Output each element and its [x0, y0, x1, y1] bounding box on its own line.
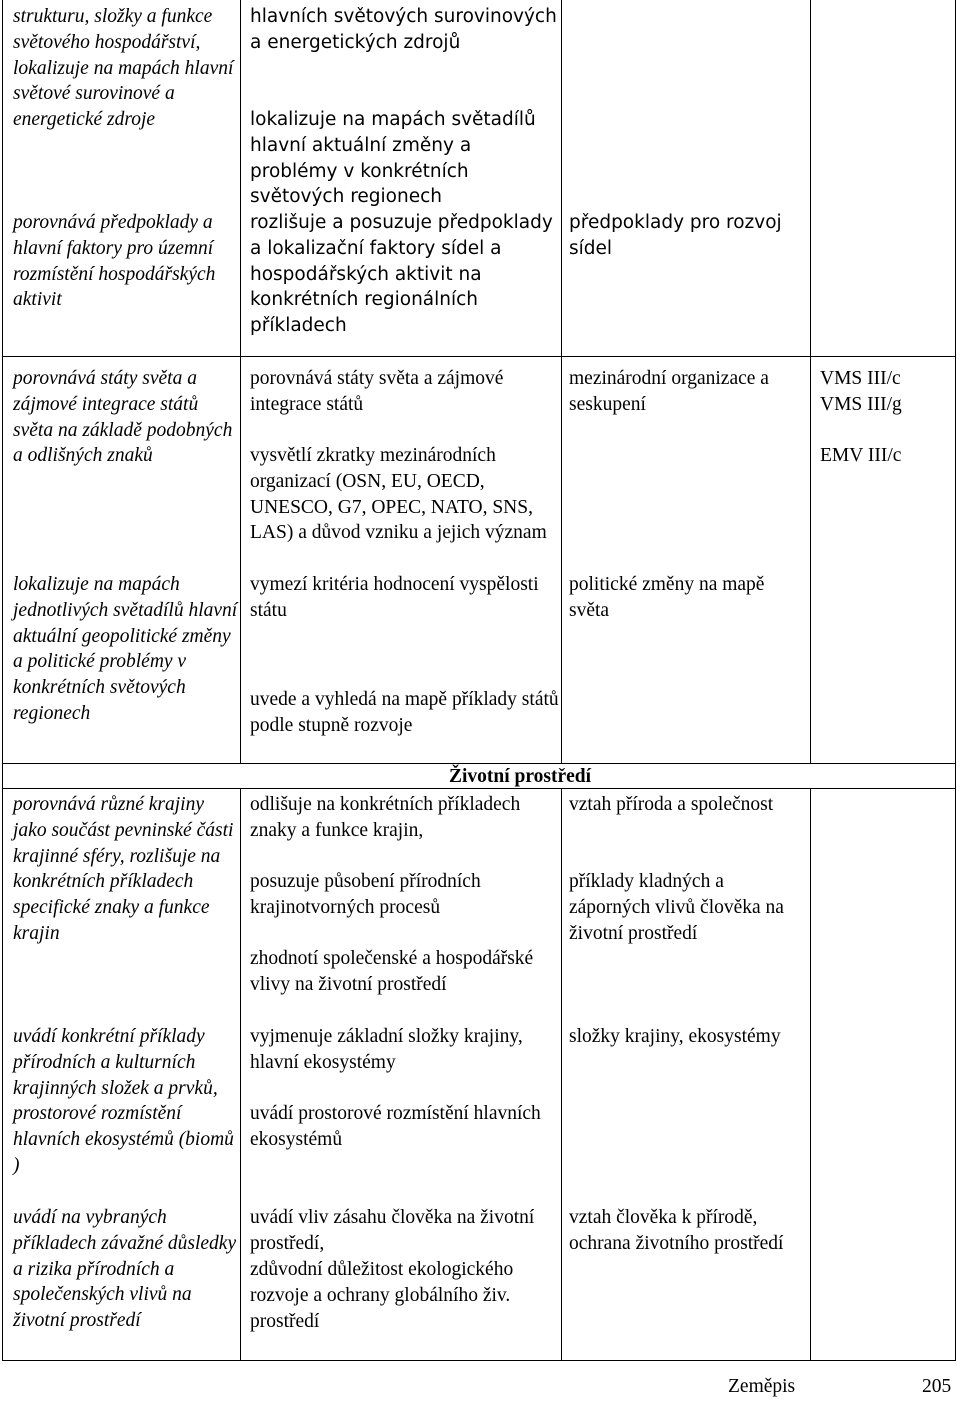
column-divider-3	[810, 0, 811, 763]
topic-text: složky krajiny, ekosystémy	[569, 1026, 781, 1047]
footer-page-number: 205	[922, 1376, 952, 1397]
crosscut-code: VMS III/c	[820, 368, 901, 389]
content-text: zhodnotí společenské a hospodářské vlivy na životní prostředí	[250, 948, 534, 995]
table-border-bottom	[2, 1360, 956, 1361]
topic-text: vztah příroda a společnost	[569, 794, 774, 815]
content-text: vyjmenuje základní složky krajiny, hlavní ekosystémy	[250, 1026, 523, 1073]
outcome-text: porovnává různé krajiny jako součást pevninské části krajinné sféry, rozlišuje na konkrétních příkladech specifické znaky a funkce krajin	[13, 794, 234, 944]
content-text: hlavních světových surovinových a energetických zdrojů	[250, 6, 557, 53]
section-heading: Životní prostředí	[448, 766, 592, 787]
topic-text: mezinárodní organizace a seskupení	[569, 368, 769, 415]
column-divider-3-lower	[810, 788, 811, 1361]
content-text: posuzuje působení přírodních krajinotvorných procesů	[250, 871, 481, 918]
content-text: vymezí kritéria hodnocení vyspělosti státu	[250, 574, 539, 621]
outcome-text: uvádí na vybraných příkladech závažné důsledky a rizika přírodních a společenských vlivů na životní prostředí	[13, 1207, 237, 1332]
content-text: uvede a vyhledá na mapě příklady států podle stupně rozvoje	[250, 689, 559, 736]
content-text: rozlišuje a posuzuje předpoklady a lokalizační faktory sídel a hospodářských aktivit na konkrétních regionálních příkladech	[250, 212, 553, 337]
outcome-text: uvádí konkrétní příklady přírodních a kulturních krajinných složek a prvků, prostorové rozmístění hlavních ekosystémů (biomů )	[13, 1026, 234, 1176]
content-text: uvádí vliv zásahu člověka na životní prostředí,	[250, 1207, 535, 1254]
content-text: vysvětlí zkratky mezinárodních organizací (OSN, EU, OECD, UNESCO, G7, OPEC, NATO, SNS, LAS) a důvod vzniku a jejich význam	[250, 445, 547, 544]
topic-text: příklady kladných a záporných vlivů člověka na životní prostředí	[569, 871, 784, 944]
table-border-right	[955, 0, 956, 1361]
crosscut-code: EMV III/c	[820, 445, 902, 466]
table-border-left	[2, 0, 3, 1361]
column-divider-2	[561, 0, 562, 763]
content-text: porovnává státy světa a zájmové integrace států	[250, 368, 504, 415]
content-text: uvádí prostorové rozmístění hlavních ekosystémů	[250, 1103, 541, 1150]
outcome-text: strukturu, složky a funkce světového hospodářství, lokalizuje na mapách hlavní světové surovinové a energetické zdroje	[13, 6, 234, 131]
content-text: odlišuje na konkrétních příkladech znaky a funkce krajin,	[250, 794, 521, 841]
outcome-text: lokalizuje na mapách jednotlivých světadílů hlavní aktuální geopolitické změny a politické problémy v konkrétních světových regionech	[13, 574, 238, 724]
column-divider-1	[240, 0, 241, 763]
column-divider-1-lower	[240, 788, 241, 1361]
topic-text: předpoklady pro rozvoj sídel	[569, 212, 782, 259]
topic-text: vztah člověka k přírodě, ochrana životního prostředí	[569, 1207, 784, 1254]
topic-text: politické změny na mapě světa	[569, 574, 765, 621]
row-divider-1	[2, 356, 956, 357]
crosscut-code: VMS III/g	[820, 394, 902, 415]
footer-subject: Zeměpis	[728, 1376, 796, 1397]
content-text: lokalizuje na mapách světadílů hlavní aktuální změny a problémy v konkrétních světových regionech	[250, 109, 536, 208]
outcome-text: porovnává předpoklady a hlavní faktory pro územní rozmístění hospodářských aktivit	[13, 212, 216, 311]
outcome-text: porovnává státy světa a zájmové integrace států světa na základě podobných a odlišných znaků	[13, 368, 233, 467]
column-divider-2-lower	[561, 788, 562, 1361]
content-text: zdůvodní důležitost ekologického rozvoje a ochrany globálního živ. prostředí	[250, 1259, 514, 1332]
